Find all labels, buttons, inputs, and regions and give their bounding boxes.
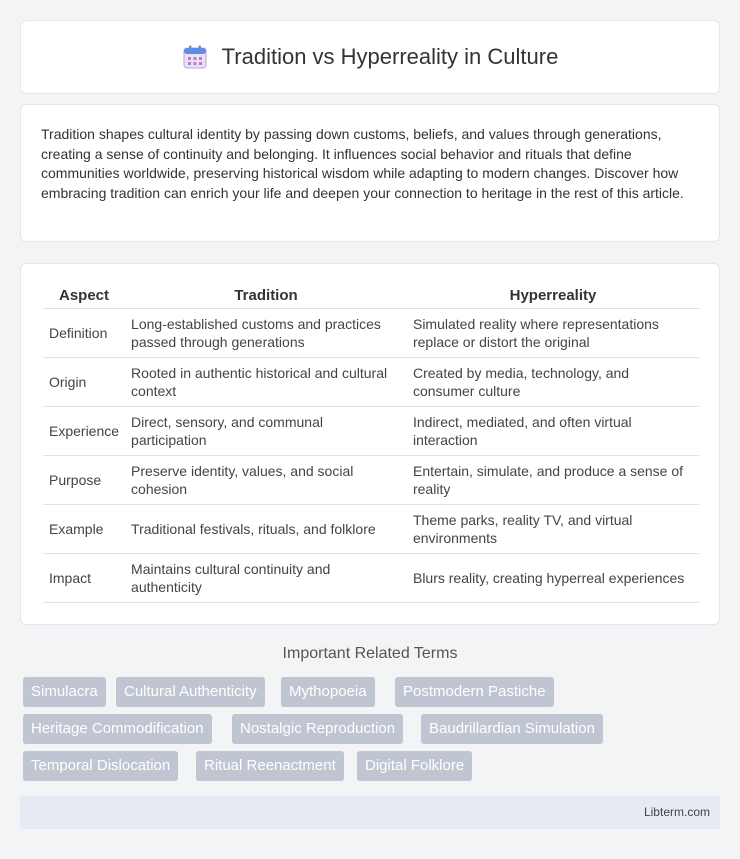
cell-tradition: Preserve identity, values, and social cohesion <box>125 455 407 504</box>
cell-aspect: Origin <box>43 357 125 406</box>
tag-digital-folklore[interactable]: Digital Folklore <box>357 751 472 781</box>
cell-hyperreality: Simulated reality where representations replace or distort the original <box>407 308 699 357</box>
tag-postmodern-pastiche[interactable]: Postmodern Pastiche <box>395 677 554 707</box>
cell-tradition: Rooted in authentic historical and cultural context <box>125 357 407 406</box>
cell-hyperreality: Entertain, simulate, and produce a sense of reality <box>407 455 699 504</box>
footer <box>20 796 720 829</box>
table-row <box>43 504 699 553</box>
comparison-table-card <box>20 263 720 625</box>
cell-aspect: Definition <box>43 308 125 357</box>
cell-hyperreality: Theme parks, reality TV, and virtual environments <box>407 504 699 553</box>
calendar-icon <box>182 44 208 70</box>
table-row <box>43 308 699 357</box>
cell-hyperreality: Indirect, mediated, and often virtual interaction <box>407 406 699 455</box>
intro-text: Tradition shapes cultural identity by passing down customs, beliefs, and values through generations, creating a sense of continuity and belonging. It influences social behavior and rituals that define communities worldwide, preserving historical wisdom while adapting to modern changes. Discover how embracing tradition can enrich your life and deepen your connection to heritage in the rest of this article. <box>41 126 684 201</box>
table-row <box>43 357 699 406</box>
cell-aspect: Purpose <box>43 455 125 504</box>
cell-tradition: Maintains cultural continuity and authenticity <box>125 553 407 602</box>
tag-ritual-reenactment[interactable]: Ritual Reenactment <box>196 751 344 781</box>
header-aspect: Aspect <box>43 284 125 308</box>
header-tradition: Tradition <box>125 284 407 308</box>
cell-tradition: Direct, sensory, and communal participation <box>125 406 407 455</box>
cell-aspect: Example <box>43 504 125 553</box>
tag-cultural-authenticity[interactable]: Cultural Authenticity <box>116 677 265 707</box>
cell-tradition: Long-established customs and practices passed through generations <box>125 308 407 357</box>
tag-baudrillardian-simulation[interactable]: Baudrillardian Simulation <box>421 714 603 744</box>
table-header-row <box>43 284 699 308</box>
tag-nostalgic-reproduction[interactable]: Nostalgic Reproduction <box>232 714 403 744</box>
cell-hyperreality: Created by media, technology, and consumer culture <box>407 357 699 406</box>
header-hyperreality: Hyperreality <box>407 284 699 308</box>
page-title: Tradition vs Hyperreality in Culture <box>221 44 559 69</box>
cell-tradition: Traditional festivals, rituals, and folklore <box>125 504 407 553</box>
cell-aspect: Experience <box>43 406 125 455</box>
related-terms-title: Important Related Terms <box>282 645 458 662</box>
tag-temporal-dislocation[interactable]: Temporal Dislocation <box>23 751 178 781</box>
comparison-table <box>43 284 699 603</box>
footer-site-link[interactable]: Libterm.com <box>643 805 710 819</box>
header-card <box>20 20 720 94</box>
table-row <box>43 455 699 504</box>
table-row <box>43 553 699 602</box>
tag-heritage-commodification[interactable]: Heritage Commodification <box>23 714 212 744</box>
tag-mythopoeia[interactable]: Mythopoeia <box>281 677 375 707</box>
tag-simulacra[interactable]: Simulacra <box>23 677 106 707</box>
cell-hyperreality: Blurs reality, creating hyperreal experiences <box>407 553 699 602</box>
intro-card <box>20 104 720 242</box>
cell-aspect: Impact <box>43 553 125 602</box>
table-row <box>43 406 699 455</box>
